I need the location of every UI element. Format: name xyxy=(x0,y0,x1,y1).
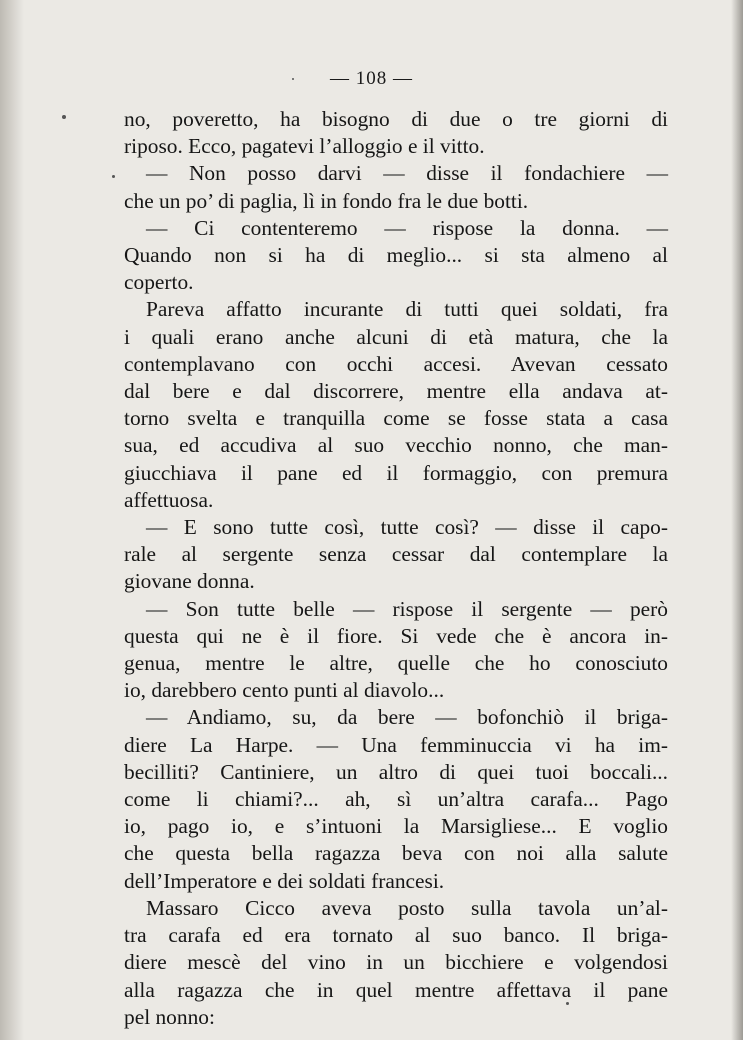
text-line: — E sono tutte così, tutte così? — disse il capo- xyxy=(146,515,668,540)
text-line: genua, mentre le altre, quelle che ho conosciuto xyxy=(124,651,668,676)
text-line: giovane donna. xyxy=(124,569,255,594)
body-text xyxy=(124,106,668,1031)
text-line: pel nonno: xyxy=(124,1004,215,1029)
text-line: che un po’ di paglia, lì in fondo fra le due botti. xyxy=(124,188,529,213)
text-line: Pareva affatto incurante di tutti quei soldati, fra xyxy=(146,297,668,322)
text-line: sua, ed accudiva al suo vecchio nonno, che man- xyxy=(124,433,668,458)
text-line: diere La Harpe. — Una femminuccia vi ha im- xyxy=(124,732,668,757)
page-edge-shadow xyxy=(731,0,743,1040)
text-line: come li chiami?... ah, sì un’altra carafa... Pago xyxy=(124,787,668,812)
text-line: — Non posso darvi — disse il fondachiere — xyxy=(146,161,668,186)
text-line: becilliti? Cantiniere, un altro di quei tuoi boccali... xyxy=(124,759,668,784)
text-line: io, darebbero cento punti al diavolo... xyxy=(124,678,445,703)
text-line: i quali erano anche alcuni di età matura, che la xyxy=(124,324,668,349)
text-line: Massaro Cicco aveva posto sulla tavola un’al- xyxy=(146,895,668,920)
text-line: che questa bella ragazza beva con noi alla salute xyxy=(124,841,668,866)
paper-speck xyxy=(292,78,294,80)
text-line: diere mescè del vino in un bicchiere e volgendosi xyxy=(124,950,668,975)
page-gutter-shadow xyxy=(0,0,24,1040)
paper-speck xyxy=(112,175,115,178)
text-line: riposo. Ecco, pagatevi l’alloggio e il vitto. xyxy=(124,134,485,159)
text-line: rale al sergente senza cessar dal contemplare la xyxy=(124,542,668,567)
text-line: tra carafa ed era tornato al suo banco. Il briga- xyxy=(124,923,668,948)
text-line: dal bere e dal discorrere, mentre ella andava at- xyxy=(124,379,668,404)
paper-speck xyxy=(566,1002,569,1005)
text-line: affettuosa. xyxy=(124,487,214,512)
text-line: torno svelta e tranquilla come se fosse stata a casa xyxy=(124,406,668,431)
text-line: — Ci contenteremo — rispose la donna. — xyxy=(146,215,668,240)
text-line: questa qui ne è il fiore. Si vede che è ancora in- xyxy=(124,623,668,648)
text-line: giucchiava il pane ed il formaggio, con premura xyxy=(124,460,668,485)
text-line: — Son tutte belle — rispose il sergente — però xyxy=(146,596,668,621)
text-line: coperto. xyxy=(124,270,194,295)
text-line: io, pago io, e s’intuoni la Marsigliese... E voglio xyxy=(124,814,668,839)
page-number: — 108 — xyxy=(330,68,413,89)
text-line: no, poveretto, ha bisogno di due o tre giorni di xyxy=(124,107,668,131)
text-line: Quando non si ha di meglio... si sta almeno al xyxy=(124,243,668,268)
text-line: alla ragazza che in quel mentre affettava il pane xyxy=(124,977,668,1002)
paper-speck xyxy=(62,115,66,119)
text-line: contemplavano con occhi accesi. Avevan cessato xyxy=(124,351,668,376)
text-line: — Andiamo, su, da bere — bofonchiò il briga- xyxy=(146,705,668,730)
text-line: dell’Imperatore e dei soldati francesi. xyxy=(124,868,445,893)
